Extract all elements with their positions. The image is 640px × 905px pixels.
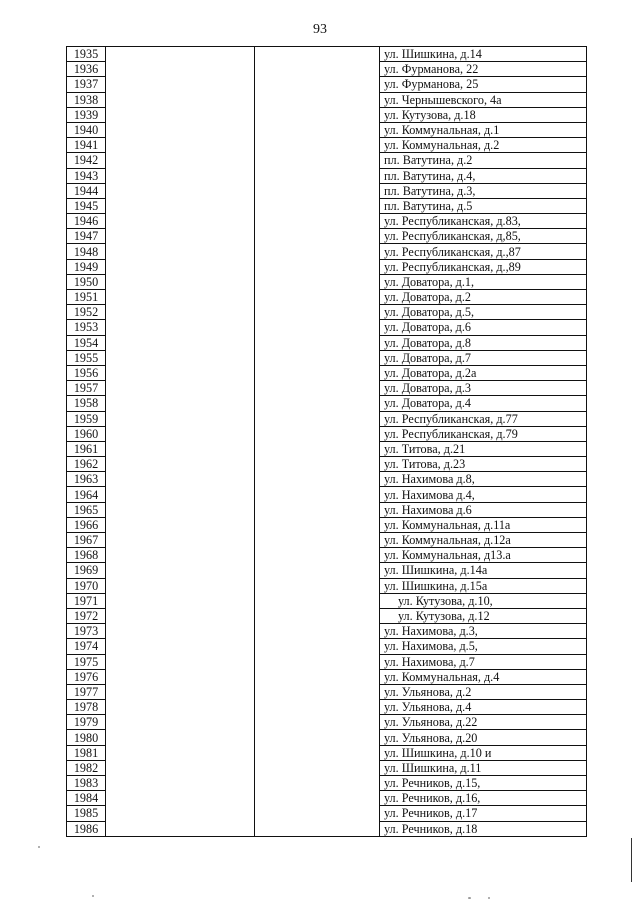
empty-cell	[106, 365, 255, 380]
row-number: 1981	[67, 745, 106, 760]
empty-cell	[255, 441, 380, 456]
table-row	[67, 700, 587, 715]
empty-cell	[106, 290, 255, 305]
row-number: 1977	[67, 684, 106, 699]
table-row	[67, 290, 587, 305]
table-row	[67, 593, 587, 608]
address-cell: пл. Ватутина, д.2	[380, 153, 587, 168]
address-cell: ул. Республиканская, д,85,	[380, 229, 587, 244]
row-number: 1969	[67, 563, 106, 578]
row-number: 1940	[67, 122, 106, 137]
empty-cell	[255, 821, 380, 836]
table-row	[67, 396, 587, 411]
address-cell: ул. Коммунальная, д.4	[380, 669, 587, 684]
empty-cell	[106, 624, 255, 639]
empty-cell	[255, 92, 380, 107]
empty-cell	[255, 669, 380, 684]
empty-cell	[255, 168, 380, 183]
empty-cell	[255, 290, 380, 305]
address-cell: ул. Доватора, д.6	[380, 320, 587, 335]
empty-cell	[255, 138, 380, 153]
row-number: 1966	[67, 517, 106, 532]
empty-cell	[106, 229, 255, 244]
table-row	[67, 533, 587, 548]
empty-cell	[255, 244, 380, 259]
address-cell: ул. Доватора, д.2	[380, 290, 587, 305]
row-number: 1979	[67, 715, 106, 730]
row-number: 1976	[67, 669, 106, 684]
table-row	[67, 684, 587, 699]
address-cell: ул. Нахимова д.8,	[380, 472, 587, 487]
address-cell: ул. Фурманова, 22	[380, 62, 587, 77]
table-row	[67, 715, 587, 730]
row-number: 1986	[67, 821, 106, 836]
table-row	[67, 760, 587, 775]
empty-cell	[106, 259, 255, 274]
table-row	[67, 472, 587, 487]
empty-cell	[106, 472, 255, 487]
empty-cell	[255, 457, 380, 472]
table-row	[67, 639, 587, 654]
empty-cell	[255, 259, 380, 274]
empty-cell	[255, 791, 380, 806]
table-row	[67, 517, 587, 532]
address-cell: ул. Шишкина, д.14а	[380, 563, 587, 578]
empty-cell	[255, 47, 380, 62]
empty-cell	[106, 715, 255, 730]
row-number: 1970	[67, 578, 106, 593]
empty-cell	[255, 335, 380, 350]
empty-cell	[106, 669, 255, 684]
row-number: 1947	[67, 229, 106, 244]
table-row	[67, 624, 587, 639]
table-row	[67, 259, 587, 274]
scan-speck	[38, 846, 40, 848]
empty-cell	[106, 760, 255, 775]
empty-cell	[106, 745, 255, 760]
empty-cell	[255, 578, 380, 593]
empty-cell	[255, 107, 380, 122]
table-row	[67, 305, 587, 320]
address-cell: пл. Ватутина, д.5	[380, 198, 587, 213]
register-body	[67, 47, 587, 837]
empty-cell	[255, 548, 380, 563]
empty-cell	[106, 593, 255, 608]
address-cell: ул. Кутузова, д.10,	[380, 593, 587, 608]
table-row	[67, 77, 587, 92]
empty-cell	[106, 320, 255, 335]
table-row	[67, 791, 587, 806]
empty-cell	[106, 700, 255, 715]
address-cell: ул. Нахимова, д.5,	[380, 639, 587, 654]
empty-cell	[106, 654, 255, 669]
empty-cell	[255, 563, 380, 578]
address-cell: ул. Доватора, д.4	[380, 396, 587, 411]
table-row	[67, 320, 587, 335]
address-cell: ул. Доватора, д.8	[380, 335, 587, 350]
table-row	[67, 441, 587, 456]
address-cell: ул. Нахимова д.4,	[380, 487, 587, 502]
address-cell: ул. Коммунальная, д13.а	[380, 548, 587, 563]
empty-cell	[255, 745, 380, 760]
table-row	[67, 776, 587, 791]
empty-cell	[106, 411, 255, 426]
address-cell: ул. Республиканская, д.,89	[380, 259, 587, 274]
empty-cell	[106, 639, 255, 654]
empty-cell	[255, 350, 380, 365]
table-row	[67, 122, 587, 137]
row-number: 1944	[67, 183, 106, 198]
page-number: 93	[313, 22, 327, 37]
table-row	[67, 608, 587, 623]
row-number: 1963	[67, 472, 106, 487]
scan-speck	[488, 897, 490, 899]
row-number: 1936	[67, 62, 106, 77]
table-row	[67, 350, 587, 365]
row-number: 1971	[67, 593, 106, 608]
row-number: 1984	[67, 791, 106, 806]
row-number: 1950	[67, 274, 106, 289]
table-row	[67, 548, 587, 563]
row-number: 1982	[67, 760, 106, 775]
row-number: 1972	[67, 608, 106, 623]
empty-cell	[255, 533, 380, 548]
empty-cell	[255, 198, 380, 213]
empty-cell	[255, 62, 380, 77]
empty-cell	[106, 548, 255, 563]
empty-cell	[255, 776, 380, 791]
empty-cell	[106, 350, 255, 365]
table-row	[67, 168, 587, 183]
row-number: 1942	[67, 153, 106, 168]
empty-cell	[106, 791, 255, 806]
empty-cell	[255, 426, 380, 441]
address-cell: ул. Речников, д.15,	[380, 776, 587, 791]
empty-cell	[255, 639, 380, 654]
address-cell: ул. Республиканская, д.,87	[380, 244, 587, 259]
empty-cell	[255, 608, 380, 623]
address-cell: ул. Речников, д.16,	[380, 791, 587, 806]
row-number: 1939	[67, 107, 106, 122]
table-row	[67, 335, 587, 350]
empty-cell	[255, 77, 380, 92]
table-row	[67, 745, 587, 760]
empty-cell	[106, 138, 255, 153]
table-row	[67, 730, 587, 745]
row-number: 1941	[67, 138, 106, 153]
empty-cell	[106, 153, 255, 168]
address-cell: ул. Фурманова, 25	[380, 77, 587, 92]
empty-cell	[106, 305, 255, 320]
address-cell: ул. Доватора, д.7	[380, 350, 587, 365]
address-cell: ул. Доватора, д.1,	[380, 274, 587, 289]
empty-cell	[106, 776, 255, 791]
empty-cell	[255, 183, 380, 198]
table-row	[67, 229, 587, 244]
row-number: 1964	[67, 487, 106, 502]
address-cell: ул. Шишкина, д.11	[380, 760, 587, 775]
row-number: 1973	[67, 624, 106, 639]
empty-cell	[255, 381, 380, 396]
row-number: 1946	[67, 214, 106, 229]
empty-cell	[255, 654, 380, 669]
address-cell: ул. Ульянова, д.22	[380, 715, 587, 730]
address-cell: ул. Чернышевского, 4а	[380, 92, 587, 107]
table-row	[67, 411, 587, 426]
address-cell: ул. Шишкина, д.14	[380, 47, 587, 62]
row-number: 1961	[67, 441, 106, 456]
address-cell: ул. Нахимова, д.3,	[380, 624, 587, 639]
empty-cell	[106, 396, 255, 411]
address-cell: ул. Титова, д.21	[380, 441, 587, 456]
table-row	[67, 214, 587, 229]
empty-cell	[255, 472, 380, 487]
table-row	[67, 457, 587, 472]
empty-cell	[255, 715, 380, 730]
address-cell: ул. Республиканская, д.79	[380, 426, 587, 441]
row-number: 1960	[67, 426, 106, 441]
row-number: 1956	[67, 365, 106, 380]
empty-cell	[255, 153, 380, 168]
empty-cell	[106, 608, 255, 623]
empty-cell	[255, 411, 380, 426]
empty-cell	[106, 381, 255, 396]
empty-cell	[106, 274, 255, 289]
empty-cell	[106, 107, 255, 122]
row-number: 1949	[67, 259, 106, 274]
table-row	[67, 563, 587, 578]
address-cell: ул. Ульянова, д.20	[380, 730, 587, 745]
empty-cell	[106, 92, 255, 107]
table-row	[67, 62, 587, 77]
empty-cell	[106, 457, 255, 472]
scan-edge-mark	[631, 838, 632, 882]
address-cell: ул. Шишкина, д.10 и	[380, 745, 587, 760]
row-number: 1980	[67, 730, 106, 745]
row-number: 1953	[67, 320, 106, 335]
row-number: 1943	[67, 168, 106, 183]
table-row	[67, 47, 587, 62]
row-number: 1955	[67, 350, 106, 365]
empty-cell	[106, 684, 255, 699]
table-row	[67, 365, 587, 380]
scan-speck	[468, 897, 471, 899]
empty-cell	[106, 335, 255, 350]
address-cell: ул. Титова, д.23	[380, 457, 587, 472]
empty-cell	[255, 396, 380, 411]
address-cell: ул. Речников, д.18	[380, 821, 587, 836]
table-row	[67, 806, 587, 821]
empty-cell	[106, 502, 255, 517]
empty-cell	[106, 730, 255, 745]
empty-cell	[106, 168, 255, 183]
table-row	[67, 502, 587, 517]
table-row	[67, 381, 587, 396]
address-cell: ул. Коммунальная, д.12а	[380, 533, 587, 548]
empty-cell	[106, 563, 255, 578]
address-cell: ул. Коммунальная, д.11а	[380, 517, 587, 532]
row-number: 1954	[67, 335, 106, 350]
row-number: 1983	[67, 776, 106, 791]
empty-cell	[106, 122, 255, 137]
table-row	[67, 107, 587, 122]
address-register-table	[66, 46, 587, 837]
empty-cell	[106, 441, 255, 456]
empty-cell	[255, 214, 380, 229]
empty-cell	[106, 198, 255, 213]
address-cell: ул. Доватора, д.3	[380, 381, 587, 396]
table-row	[67, 821, 587, 836]
address-cell: ул. Доватора, д.5,	[380, 305, 587, 320]
empty-cell	[106, 62, 255, 77]
row-number: 1948	[67, 244, 106, 259]
address-cell: ул. Кутузова, д.12	[380, 608, 587, 623]
table-row	[67, 183, 587, 198]
table-row	[67, 138, 587, 153]
address-cell: ул. Кутузова, д.18	[380, 107, 587, 122]
empty-cell	[106, 426, 255, 441]
empty-cell	[106, 183, 255, 198]
row-number: 1937	[67, 77, 106, 92]
empty-cell	[255, 700, 380, 715]
row-number: 1962	[67, 457, 106, 472]
row-number: 1959	[67, 411, 106, 426]
empty-cell	[255, 730, 380, 745]
row-number: 1974	[67, 639, 106, 654]
row-number: 1938	[67, 92, 106, 107]
empty-cell	[255, 593, 380, 608]
address-cell: ул. Ульянова, д.2	[380, 684, 587, 699]
address-cell: ул. Республиканская, д.83,	[380, 214, 587, 229]
address-cell: ул. Нахимова, д.7	[380, 654, 587, 669]
empty-cell	[106, 578, 255, 593]
table-row	[67, 669, 587, 684]
row-number: 1978	[67, 700, 106, 715]
row-number: 1965	[67, 502, 106, 517]
address-cell: ул. Речников, д.17	[380, 806, 587, 821]
address-cell: ул. Коммунальная, д.1	[380, 122, 587, 137]
row-number: 1945	[67, 198, 106, 213]
row-number: 1935	[67, 47, 106, 62]
address-cell: ул. Ульянова, д.4	[380, 700, 587, 715]
empty-cell	[106, 806, 255, 821]
empty-cell	[106, 487, 255, 502]
address-cell: ул. Нахимова д.6	[380, 502, 587, 517]
empty-cell	[255, 274, 380, 289]
table-row	[67, 274, 587, 289]
address-cell: ул. Доватора, д.2а	[380, 365, 587, 380]
empty-cell	[106, 533, 255, 548]
empty-cell	[255, 487, 380, 502]
row-number: 1968	[67, 548, 106, 563]
empty-cell	[255, 365, 380, 380]
row-number: 1958	[67, 396, 106, 411]
empty-cell	[255, 122, 380, 137]
scan-speck	[92, 895, 94, 897]
table-row	[67, 92, 587, 107]
address-cell: ул. Коммунальная, д.2	[380, 138, 587, 153]
empty-cell	[106, 517, 255, 532]
table-row	[67, 244, 587, 259]
empty-cell	[255, 502, 380, 517]
row-number: 1985	[67, 806, 106, 821]
row-number: 1967	[67, 533, 106, 548]
empty-cell	[106, 821, 255, 836]
table-row	[67, 487, 587, 502]
row-number: 1957	[67, 381, 106, 396]
empty-cell	[106, 244, 255, 259]
empty-cell	[255, 684, 380, 699]
empty-cell	[106, 47, 255, 62]
empty-cell	[106, 77, 255, 92]
empty-cell	[106, 214, 255, 229]
empty-cell	[255, 624, 380, 639]
address-cell: ул. Республиканская, д.77	[380, 411, 587, 426]
empty-cell	[255, 320, 380, 335]
table-row	[67, 153, 587, 168]
empty-cell	[255, 806, 380, 821]
row-number: 1951	[67, 290, 106, 305]
empty-cell	[255, 517, 380, 532]
row-number: 1952	[67, 305, 106, 320]
empty-cell	[255, 305, 380, 320]
address-cell: ул. Шишкина, д.15а	[380, 578, 587, 593]
table-row	[67, 198, 587, 213]
row-number: 1975	[67, 654, 106, 669]
address-cell: пл. Ватутина, д.4,	[380, 168, 587, 183]
table-row	[67, 654, 587, 669]
address-cell: пл. Ватутина, д.3,	[380, 183, 587, 198]
empty-cell	[255, 760, 380, 775]
table-row	[67, 426, 587, 441]
empty-cell	[255, 229, 380, 244]
table-row	[67, 578, 587, 593]
